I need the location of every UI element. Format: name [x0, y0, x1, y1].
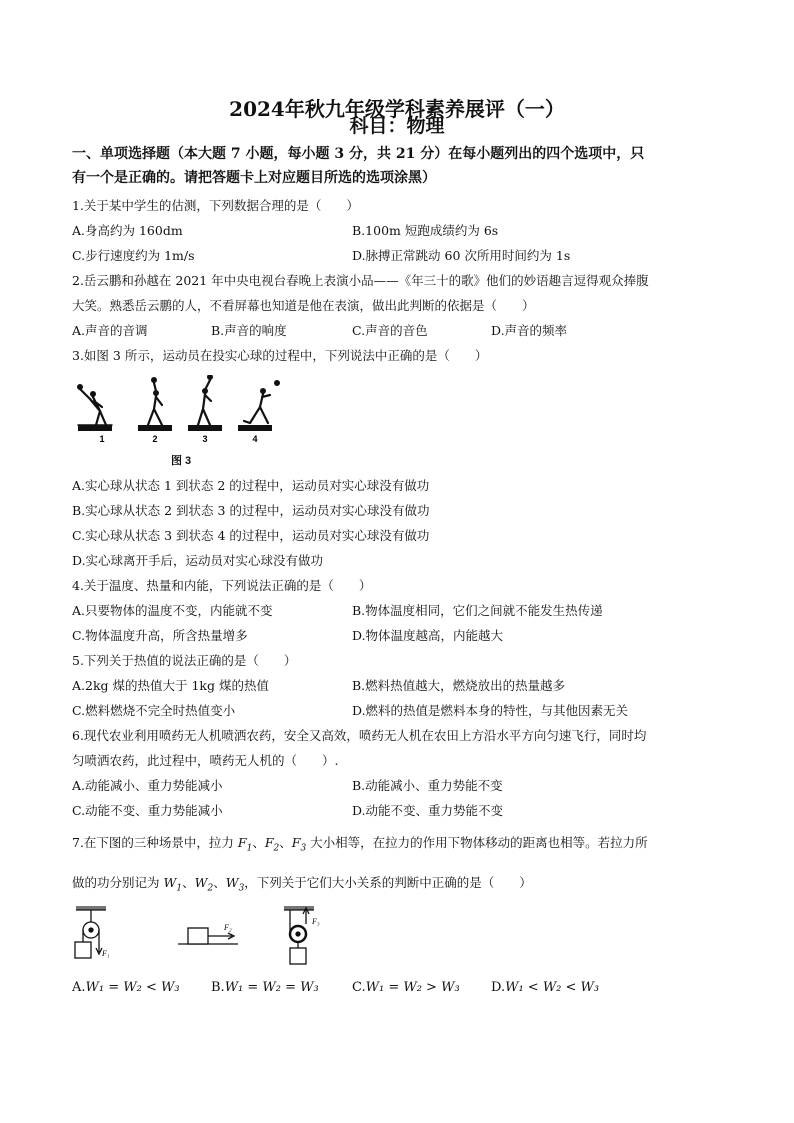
fig-label-2: 2	[152, 434, 158, 444]
f1-symbol: $F_1$	[237, 835, 253, 854]
movable-pulley-icon	[284, 906, 314, 964]
q2-option-a: A.声音的音调	[72, 323, 148, 338]
q3-stem: 3.如图 3 所示，运动员在投实心球的过程中，下列说法中正确的是（ ）	[72, 348, 488, 363]
q5-option-b: B.燃料热值越大，燃烧放出的热量越多	[352, 678, 566, 693]
f2-symbol: $F_2$	[264, 835, 280, 854]
w3-symbol: $W_3$	[225, 875, 245, 894]
q3-figure-caption: 图 3	[171, 455, 192, 467]
fig-label-1: 1	[99, 434, 105, 444]
q1-option-a: A.身高约为 160dm	[72, 223, 183, 238]
athlete-1-icon	[77, 384, 112, 431]
q3-option-a: A.实心球从状态 1 到状态 2 的过程中，运动员对实心球没有做功	[72, 478, 430, 493]
section-heading-line2: 有一个是正确的。请把答题卡上对应题目所选的选项涂黑）	[72, 170, 436, 186]
q4-option-b: B.物体温度相同，它们之间就不能发生热传递	[352, 603, 603, 618]
exam-title: 2024年秋九年级学科素养展评（一）	[229, 97, 565, 121]
q6-stem-line2: 匀喷洒农药，此过程中，喷药无人机的（ ）.	[72, 753, 339, 768]
q7-option-b: B.W₁ = W₂ = W₃	[211, 980, 319, 995]
fig-label-3: 3	[202, 434, 208, 444]
athlete-2-icon	[138, 377, 172, 431]
q7-stem-line1: 7.在下图的三种场景中，拉力 $F_1$、$F_2$、$F_3$ 大小相等，在拉力的作用下物体移动的距离也相等。若拉力所	[72, 835, 648, 854]
q3-option-c: C.实心球从状态 3 到状态 4 的过程中，运动员对实心球没有做功	[72, 528, 430, 543]
q5-option-a: A.2kg 煤的热值大于 1kg 煤的热值	[72, 678, 269, 693]
q6-option-d: D.动能不变、重力势能不变	[352, 803, 504, 818]
f3-label: F₃	[312, 917, 320, 926]
q1-option-b: B.100m 短跑成绩约为 6s	[352, 223, 499, 238]
q6-option-b: B.动能减小、重力势能不变	[352, 778, 503, 793]
q1-option-d: D.脉搏正常跳动 60 次所用时间约为 1s	[352, 248, 571, 263]
q6-stem-line1: 6.现代农业利用喷药无人机喷洒农药，安全又高效，喷药无人机在农田上方沿水平方向匀速飞行，同时均	[72, 728, 647, 743]
q7-option-d: D.W₁ < W₂ < W₃	[491, 980, 600, 995]
q2-option-c: C.声音的音色	[352, 323, 428, 338]
subject-title: 科目：物理	[349, 115, 445, 137]
q1-option-c: C.步行速度约为 1m/s	[72, 248, 195, 263]
q4-option-a: A.只要物体的温度不变，内能就不变	[72, 603, 273, 618]
q3-option-d: D.实心球离开手后，运动员对实心球没有做功	[72, 553, 324, 568]
pulley-scenes-figure	[72, 906, 332, 970]
shot-put-figure	[72, 375, 282, 445]
q7-line1-post: 大小相等，在拉力的作用下物体移动的距离也相等。若拉力所	[306, 835, 648, 850]
q7-option-a: A.W₁ = W₂ < W₃	[72, 980, 180, 995]
q5-option-c: C.燃料燃烧不完全时热值变小	[72, 703, 236, 718]
q2-option-d: D.声音的频率	[491, 323, 568, 338]
section-heading-line1: 一、单项选择题（本大题 7 小题，每小题 3 分，共 21 分）在每小题列出的四个选项中，只	[72, 146, 645, 162]
w2-symbol: $W_2$	[194, 875, 214, 894]
q5-option-d: D.燃料的热值是燃料本身的特性，与其他因素无关	[352, 703, 629, 718]
q6-option-a: A.动能减小、重力势能减小	[72, 778, 223, 793]
f3-symbol: $F_3$	[291, 835, 307, 854]
q7-line2-pre: 做的功分别记为	[72, 875, 164, 890]
q7-option-c: C.W₁ = W₂ > W₃	[352, 980, 460, 995]
q2-option-b: B.声音的响度	[211, 323, 287, 338]
athlete-3-icon	[188, 375, 222, 431]
q7-line2-post: ，下列关于它们大小关系的判断中正确的是（ ）	[244, 875, 532, 890]
q3-option-b: B.实心球从状态 2 到状态 3 的过程中，运动员对实心球没有做功	[72, 503, 430, 518]
f2-label: F₂	[224, 923, 232, 932]
q7-line1-pre: 7.在下图的三种场景中，拉力	[72, 835, 238, 850]
q7-stem-line2: 做的功分别记为 $W_1$、$W_2$、$W_3$，下列关于它们大小关系的判断中正确的是（ ）	[72, 875, 532, 894]
f1-label: F₁	[102, 949, 110, 958]
q1-stem: 1.关于某中学生的估测，下列数据合理的是（ ）	[72, 198, 359, 213]
q4-option-c: C.物体温度升高，所含热量增多	[72, 628, 248, 643]
q4-stem: 4.关于温度、热量和内能，下列说法正确的是（ ）	[72, 578, 372, 593]
w1-symbol: $W_1$	[163, 875, 183, 894]
q6-option-c: C.动能不变、重力势能减小	[72, 803, 223, 818]
q5-stem: 5.下列关于热值的说法正确的是（ ）	[72, 653, 297, 668]
q2-stem-line2: 大笑。熟悉岳云鹏的人，不看屏幕也知道是他在表演，做出此判断的依据是（ ）	[72, 298, 535, 313]
q2-stem-line1: 2.岳云鹏和孙越在 2021 年中央电视台春晚上表演小品——《年三十的歌》他们的妙语趣言逗得观众捧腹	[72, 273, 649, 288]
athlete-4-icon	[238, 380, 280, 431]
fig-label-4: 4	[252, 434, 258, 444]
q4-option-d: D.物体温度越高，内能越大	[352, 628, 504, 643]
